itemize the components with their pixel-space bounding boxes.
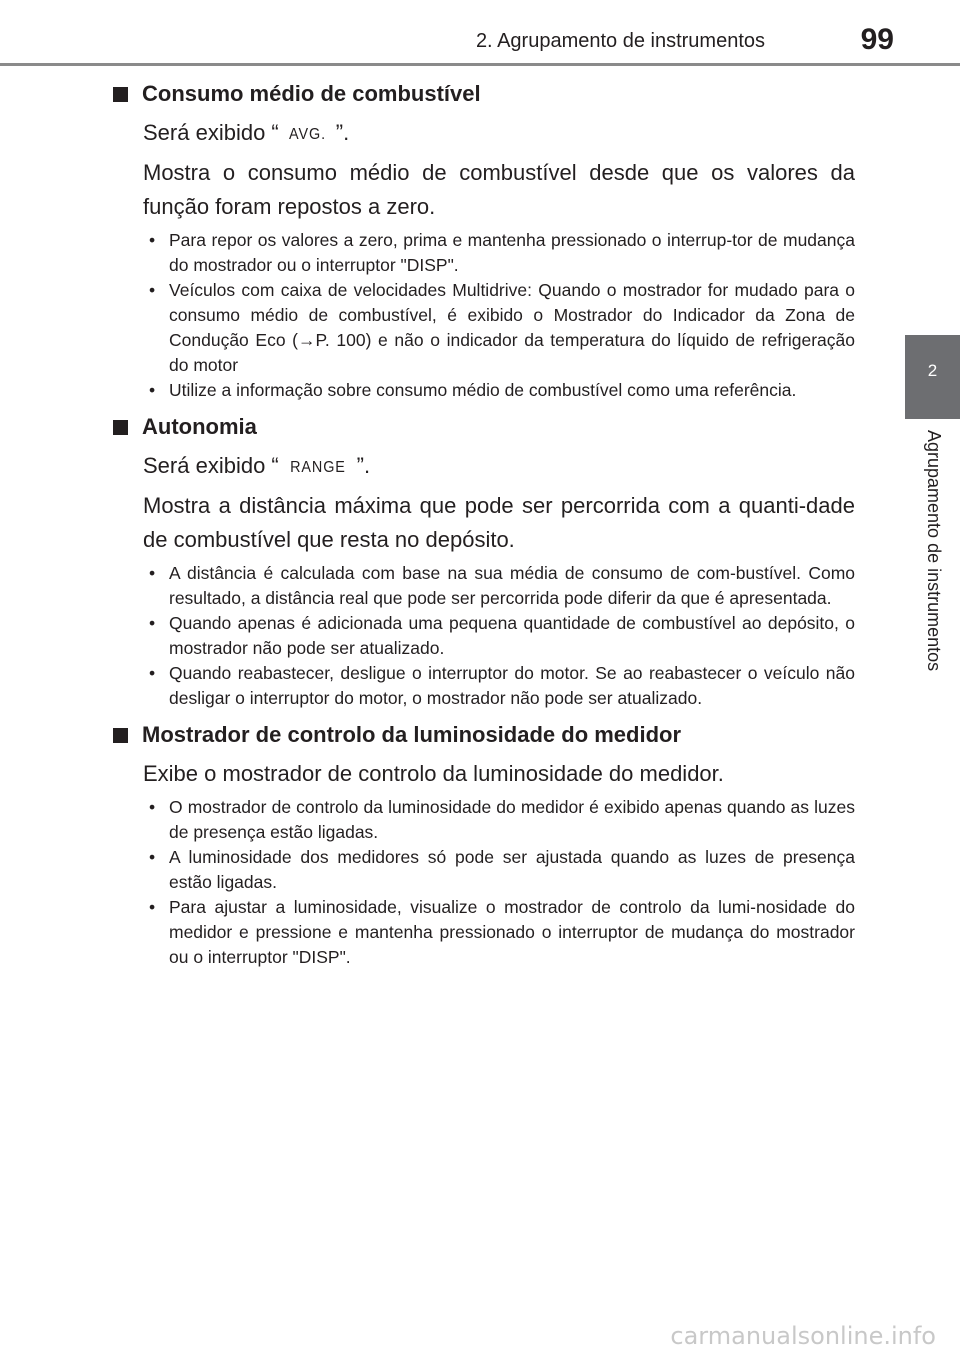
list-item-text: Para repor os valores a zero, prima e mantenha pressionado o interrup-tor de mudança do mostrador ou o interruptor "DISP". bbox=[169, 230, 855, 275]
section-brightness-control bbox=[113, 717, 855, 970]
section-title-text: Consumo médio de combustível bbox=[142, 81, 481, 106]
display-indication bbox=[143, 449, 855, 485]
display-suffix: ”. bbox=[335, 120, 350, 145]
chapter-tab-label: Agrupamento de instrumentos bbox=[924, 430, 944, 672]
bullet-dot-icon: • bbox=[149, 230, 156, 250]
list-item bbox=[143, 561, 855, 611]
list-item-text: Utilize a informação sobre consumo médio de combustível como uma referência. bbox=[169, 380, 797, 400]
bullet-dot-icon: • bbox=[149, 897, 156, 917]
chapter-tab-number: 2 bbox=[927, 361, 938, 380]
header-divider bbox=[0, 63, 960, 66]
bullet-list bbox=[143, 561, 855, 711]
bullet-list bbox=[143, 228, 855, 403]
list-item bbox=[143, 611, 855, 661]
page-content bbox=[113, 76, 855, 976]
bullet-dot-icon: • bbox=[149, 797, 156, 817]
bullet-dot-icon: • bbox=[149, 613, 156, 633]
section-range bbox=[113, 409, 855, 711]
bullet-dot-icon: • bbox=[149, 847, 156, 867]
section-title-text: Mostrador de controlo da luminosidade do medidor bbox=[142, 722, 682, 747]
list-item-text: A luminosidade dos medidores só pode ser ajustada quando as luzes de presença estão ligadas. bbox=[169, 847, 855, 892]
list-item-text: O mostrador de controlo da luminosidade do medidor é exibido apenas quando as luzes de presença estão ligadas. bbox=[169, 797, 855, 842]
bullet-dot-icon: • bbox=[149, 280, 156, 300]
watermark: carmanualsonline.info bbox=[670, 1322, 936, 1350]
list-item bbox=[143, 228, 855, 278]
section-title bbox=[113, 76, 855, 112]
section-title bbox=[113, 717, 855, 753]
list-item-text: Veículos com caixa de velocidades Multidrive: Quando o mostrador for mudado para o consumo médio de combustível, é exibido o Mostrador do Indicador da Zona de Condução Eco (→P. 100) e não o indicador da temperatura do líquido de refrigeração do motor bbox=[169, 280, 855, 375]
display-prefix: Será exibido “ bbox=[143, 120, 279, 145]
list-item bbox=[143, 278, 855, 378]
list-item bbox=[143, 845, 855, 895]
section-title bbox=[113, 409, 855, 445]
list-item-text: A distância é calculada com base na sua média de consumo de com-bustível. Como resultado, a distância real que pode ser percorrida pode diferir da que é apresentada. bbox=[169, 563, 855, 608]
display-prefix: Será exibido “ bbox=[143, 453, 279, 478]
display-word: AVG. bbox=[288, 126, 326, 143]
list-item bbox=[143, 378, 855, 403]
display-word: RANGE bbox=[289, 459, 346, 476]
section-description: Mostra a distância máxima que pode ser percorrida com a quanti-dade de combustível que resta no depósito. bbox=[143, 493, 855, 552]
list-item-text: Para ajustar a luminosidade, visualize o mostrador de controlo da lumi-nosidade do medidor e pressione e mantenha pressionado o interruptor de mudança do mostrador ou o interruptor "DISP". bbox=[169, 897, 855, 967]
list-item-text: Quando reabastecer, desligue o interruptor do motor. Se ao reabastecer o veículo não desligar o interruptor do motor, o mostrador não pode ser atualizado. bbox=[169, 663, 855, 708]
square-bullet-icon bbox=[113, 87, 128, 102]
bullet-dot-icon: • bbox=[149, 563, 156, 583]
list-item bbox=[143, 895, 855, 970]
chapter-title: 2. Agrupamento de instrumentos bbox=[475, 30, 765, 52]
display-suffix: ”. bbox=[356, 453, 371, 478]
page-number: 99 bbox=[860, 23, 894, 56]
list-item bbox=[143, 661, 855, 711]
bullet-list bbox=[143, 795, 855, 970]
list-item-text: Quando apenas é adicionada uma pequena quantidade de combustível ao depósito, o mostrador não pode ser atualizado. bbox=[169, 613, 855, 658]
section-description: Mostra o consumo médio de combustível desde que os valores da função foram repostos a zero. bbox=[143, 160, 855, 219]
bullet-dot-icon: • bbox=[149, 663, 156, 683]
list-item bbox=[143, 795, 855, 845]
section-title-text: Autonomia bbox=[142, 414, 257, 439]
page-header bbox=[0, 0, 960, 66]
bullet-dot-icon: • bbox=[149, 380, 156, 400]
section-average-fuel bbox=[113, 76, 855, 403]
chapter-tab bbox=[905, 335, 960, 419]
square-bullet-icon bbox=[113, 420, 128, 435]
display-indication bbox=[143, 116, 855, 152]
square-bullet-icon bbox=[113, 728, 128, 743]
section-description: Exibe o mostrador de controlo da luminosidade do medidor. bbox=[143, 761, 724, 786]
